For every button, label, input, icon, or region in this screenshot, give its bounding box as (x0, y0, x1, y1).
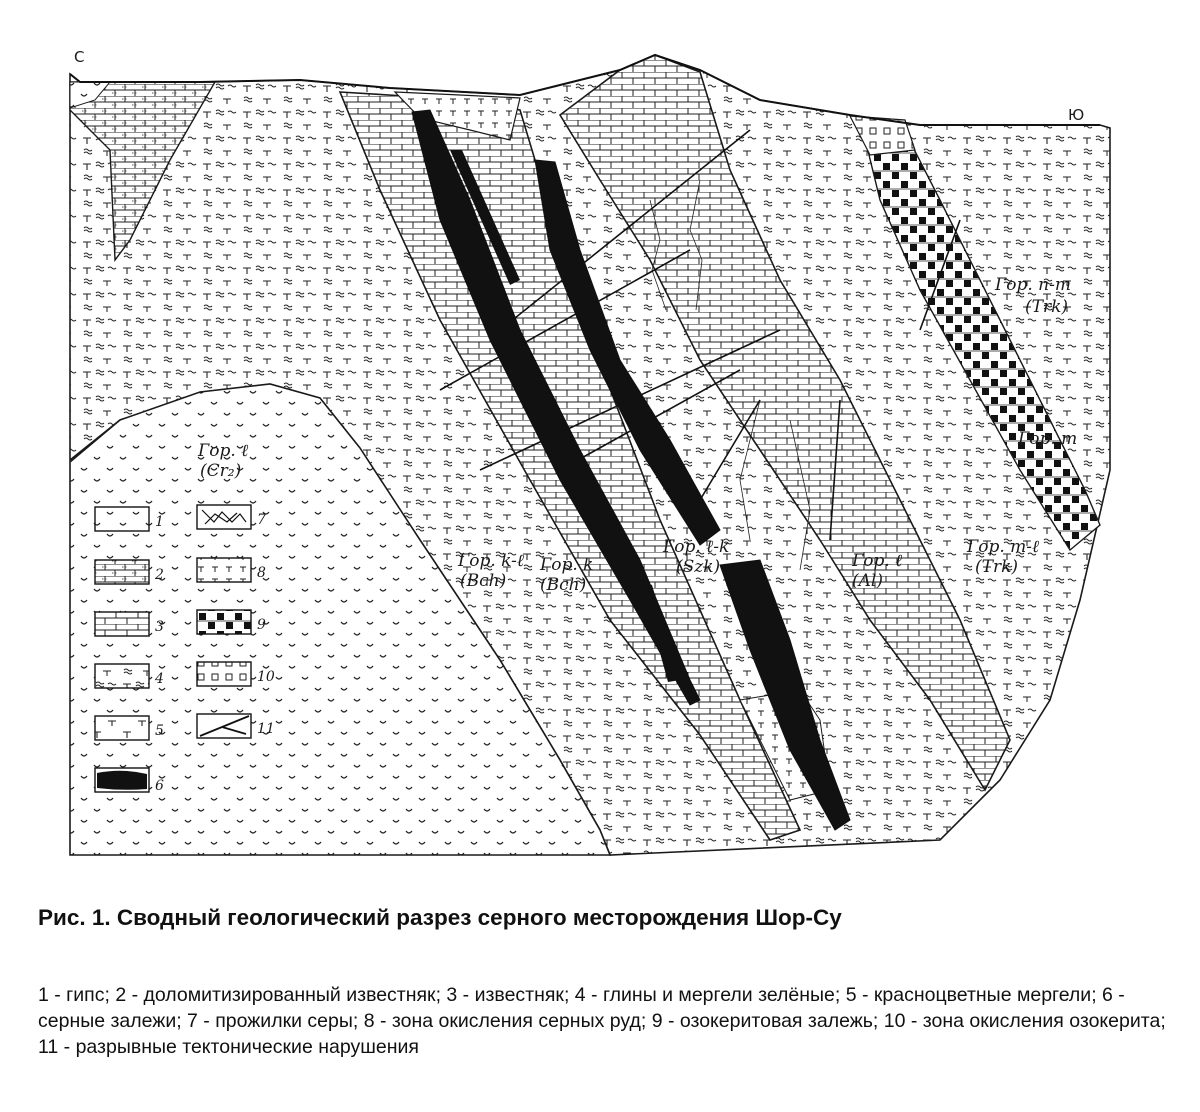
horizon-l-k-line1: Гор. ℓ-k (663, 537, 730, 557)
horizon-l-al-line1: Гор. ℓ (852, 551, 903, 571)
svg-text:3: 3 (155, 619, 164, 635)
horizon-n-m-line2: (Trk) (1025, 297, 1069, 317)
svg-text:10: 10 (257, 669, 275, 685)
horizon-l-al-line2: (Al) (852, 571, 883, 591)
svg-text:9: 9 (257, 617, 266, 633)
svg-text:4: 4 (155, 671, 164, 687)
figure-caption-legend-text: 1 - гипс; 2 - доломитизированный известняк; 3 - известняк; 4 - глины и мергели зелёные; 5 - красноцветные мергели; 6 - серные залежи; 7 - прожилки серы; 8 - зона окисления серных руд; 9 - озокеритовая залежь; 10 - зона окисления озокерита; 11 - разрывные тектонические нарушения (38, 984, 1166, 1058)
horizon-n-m-line1: Гор. n-m (995, 275, 1071, 295)
svg-text:2: 2 (155, 567, 164, 583)
horizon-l-k-line2: (Szk) (676, 557, 721, 577)
horizon-m-l-line1: Гор. m-ℓ (967, 537, 1040, 557)
horizon-k-l-line2: (Bch) (460, 571, 507, 591)
svg-text:6: 6 (155, 778, 164, 794)
horizon-k-line2: (Bch) (540, 575, 587, 595)
svg-text:11: 11 (257, 721, 275, 737)
horizon-k-line1: Гор. k (540, 555, 594, 575)
svg-text:8: 8 (257, 565, 266, 581)
horizon-m-l-line2: (Trk) (975, 557, 1019, 577)
svg-text:7: 7 (257, 512, 266, 528)
horizon-l-cr-line2: (Cr₂) (200, 461, 242, 481)
svg-text:1: 1 (155, 514, 164, 530)
horizon-k-l-line1: Гор. k-ℓ (458, 551, 525, 571)
direction-south: Ю (1068, 106, 1085, 124)
horizon-m-line1: Гор. m (1018, 429, 1078, 449)
svg-text:5: 5 (155, 723, 164, 739)
figure-caption-title: Рис. 1. Сводный геологический разрез серного месторождения Шор-Су (38, 905, 842, 930)
horizon-l-cr-line1: Гор. ℓ (198, 441, 249, 461)
direction-north: С (74, 48, 85, 66)
